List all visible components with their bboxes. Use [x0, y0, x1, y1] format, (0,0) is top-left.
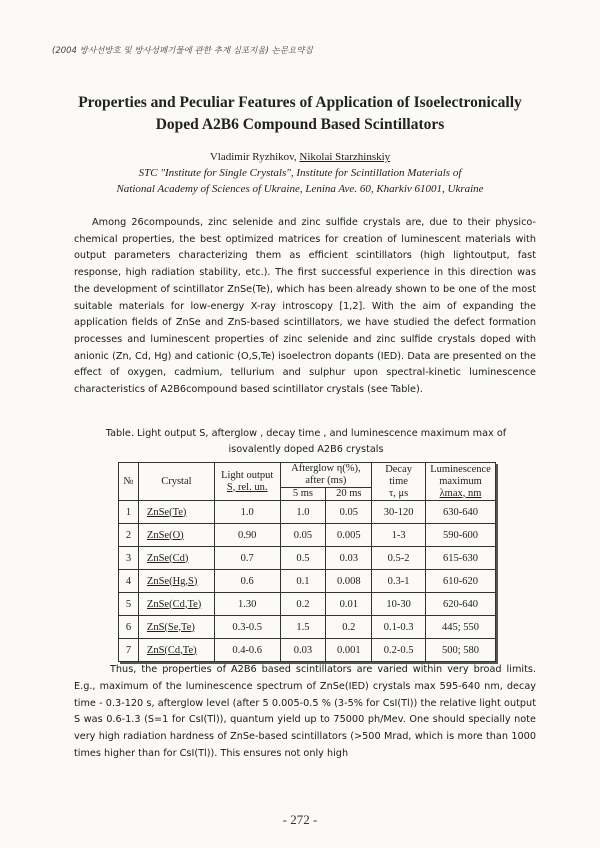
header-lum-sub: maximum	[439, 475, 482, 487]
cell-decay: 0.1-0.3	[372, 616, 426, 639]
cell-decay: 0.3-1	[372, 570, 426, 593]
cell-afterglow-20ms: 0.008	[326, 570, 372, 593]
cell-light-output: 0.3-0.5	[214, 616, 280, 639]
table-row	[119, 639, 496, 662]
cell-crystal: ZnSe(Te)	[138, 501, 214, 524]
cell-afterglow-20ms: 0.2	[326, 616, 372, 639]
header-afterglow	[280, 463, 372, 488]
cell-decay: 1-3	[372, 524, 426, 547]
cell-number: 3	[119, 547, 139, 570]
page-number: - 272 -	[282, 812, 318, 827]
header-crystal: Crystal	[138, 463, 214, 501]
properties-table	[118, 462, 496, 662]
cell-afterglow-5ms: 1.5	[280, 616, 326, 639]
header-afterglow-label: Afterglow η(%),	[291, 463, 361, 474]
cell-luminescence: 620-640	[426, 593, 496, 616]
author-1: Vladimir Ryzhikov,	[209, 151, 297, 163]
table-row	[119, 524, 496, 547]
cell-luminescence: 615-630	[426, 547, 496, 570]
header-lum-label: Luminescence	[430, 463, 491, 475]
cell-afterglow-5ms: 0.1	[280, 570, 326, 593]
caption-line-1: Table. Light output S, afterglow , decay time , and luminescence maximum max of	[105, 428, 507, 439]
cell-number: 4	[119, 570, 139, 593]
header-decay-label: Decay	[385, 463, 413, 475]
cell-light-output: 0.7	[214, 547, 280, 570]
cell-afterglow-5ms: 0.05	[280, 524, 326, 547]
proceedings-header: (2004 방사선방호 및 방사성폐기물에 관한 추계 심포지움) 논문요약집	[52, 46, 313, 56]
cell-afterglow-20ms: 0.001	[326, 639, 372, 662]
caption-line-2: isovalently doped A2B6 crystals	[228, 444, 384, 455]
cell-decay: 0.2-0.5	[372, 639, 426, 662]
cell-decay: 10-30	[372, 593, 426, 616]
header-decay-sub: time	[389, 475, 408, 487]
table-row	[119, 616, 496, 639]
cell-afterglow-5ms: 0.2	[280, 593, 326, 616]
cell-afterglow-5ms: 1.0	[280, 501, 326, 524]
cell-afterglow-20ms: 0.05	[326, 501, 372, 524]
affiliation-line-1: STC "Institute for Single Crystals", Institute for Scintillation Materials of	[138, 167, 462, 179]
cell-number: 1	[119, 501, 139, 524]
cell-luminescence: 445; 550	[426, 616, 496, 639]
cell-crystal: ZnSe(Hg,S)	[138, 570, 214, 593]
cell-crystal: ZnSe(Cd)	[138, 547, 214, 570]
cell-afterglow-5ms: 0.03	[280, 639, 326, 662]
cell-crystal: ZnS(Cd,Te)	[138, 639, 214, 662]
header-decay-unit: τ, μs	[389, 487, 409, 499]
cell-crystal: ZnSe(O)	[138, 524, 214, 547]
header-light-output-label: Light output	[221, 469, 274, 481]
cell-afterglow-5ms: 0.5	[280, 547, 326, 570]
cell-afterglow-20ms: 0.03	[326, 547, 372, 570]
table-caption	[96, 426, 516, 458]
cell-afterglow-20ms: 0.01	[326, 593, 372, 616]
header-5ms: 5 ms	[280, 488, 326, 501]
cell-luminescence: 500; 580	[426, 639, 496, 662]
cell-number: 2	[119, 524, 139, 547]
table-row	[119, 570, 496, 593]
cell-decay: 30-120	[372, 501, 426, 524]
paragraph-summary: Thus, the properties of A2B6 based scintillators are varied within very broad limits. E.g., maximum of the luminescence spectrum of ZnSe(IED) crystals max 595-640 nm, decay time - 0.3-120 s, afterglow level (after 5 0.005-0.5 % (3-5% for CsI(Tl)) the relative light output S was 0.6-1.3 (S=1 for CsI(Tl)), quantum yield up to 75000 ph/Mev. One should specially note very high radiation hardness of ZnSe-based scintillators (>500 Mrad, which is more than 1000 times higher than for CsI(Tl)). This ensures not only high	[74, 664, 536, 759]
cell-luminescence: 630-640	[426, 501, 496, 524]
header-afterglow-sub: after (ms)	[305, 475, 347, 486]
cell-afterglow-20ms: 0.005	[326, 524, 372, 547]
cell-luminescence: 610-620	[426, 570, 496, 593]
affiliation	[40, 166, 560, 197]
header-lum-unit: λmax, nm	[439, 487, 482, 499]
affiliation-line-2: National Academy of Sciences of Ukraine, Lenina Ave. 60, Kharkiv 61001, Ukraine	[116, 182, 484, 195]
title-line-2: Doped A2B6 Compound Based Scintillators	[155, 116, 445, 133]
cell-crystal: ZnS(Se,Te)	[138, 616, 214, 639]
cell-light-output: 0.4-0.6	[214, 639, 280, 662]
cell-decay: 0.5-2	[372, 547, 426, 570]
cell-number: 5	[119, 593, 139, 616]
table-row	[119, 593, 496, 616]
cell-number: 7	[119, 639, 139, 662]
cell-number: 6	[119, 616, 139, 639]
cell-luminescence: 590-600	[426, 524, 496, 547]
cell-light-output: 1.0	[214, 501, 280, 524]
author-2: Nikolai Starzhinskiy	[299, 151, 391, 163]
table-row	[119, 547, 496, 570]
cell-crystal: ZnSe(Cd,Te)	[138, 593, 214, 616]
table-row	[119, 501, 496, 524]
cell-light-output: 1.30	[214, 593, 280, 616]
cell-light-output: 0.6	[214, 570, 280, 593]
header-light-output-unit: S, rel. un.	[226, 481, 268, 493]
title-line-1: Properties and Peculiar Features of Application of Isoelectronically	[78, 94, 522, 111]
paper-title	[40, 92, 560, 136]
header-light-output	[214, 463, 280, 501]
header-decay	[372, 463, 426, 501]
header-luminescence	[426, 463, 496, 501]
header-20ms: 20 ms	[326, 488, 372, 501]
authors	[40, 151, 560, 163]
cell-light-output: 0.90	[214, 524, 280, 547]
paragraph-intro: Among 26compounds, zinc selenide and zinc sulfide crystals are, due to their physico-chemical properties, the best optimized matrices for creation of luminescent materials with output parameters characterizing them as efficient scintillators (high lightoutput, fast response, high radiation stability, etc.). The first successful experience in this direction was the development of scintillator ZnSe(Te), which has been already shown to be one of the most suitable materials for low-energy X-ray introscopy [1,2]. With the aim of expanding the application fields of ZnSe and ZnS-based scintillators, we have studied the defect formation processes and luminescent properties of zinc selenide and zinc sulfide crystals doped with anionic (Zn, Cd, Hg) and cationic (O,S,Te) isoelectron dopants (IED). Data are presented on the effect of oxygen, cadmium, tellurium and sulphur upon spectral-kinetic luminescence characteristics of A2B6compound based scintillator crystals (see Table).	[74, 217, 536, 396]
header-number: №	[119, 463, 139, 501]
